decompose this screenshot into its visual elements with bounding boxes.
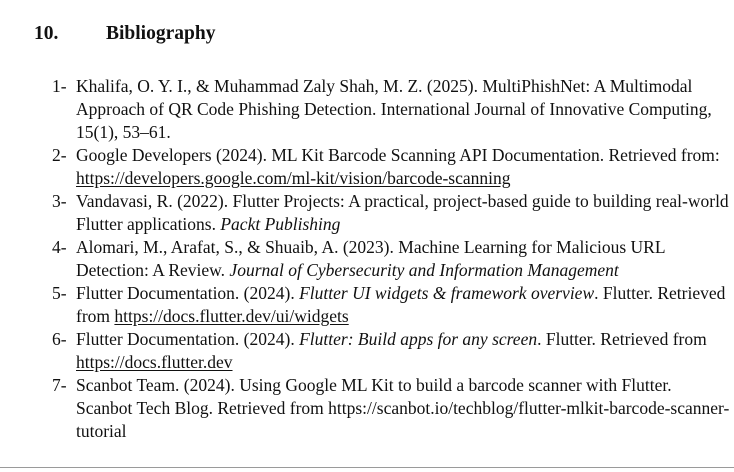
reference-number: 1-	[52, 76, 67, 96]
reference-number: 5-	[52, 283, 67, 303]
reference-italic-text: Flutter: Build apps for any screen	[299, 329, 538, 349]
reference-list	[0, 75, 734, 443]
reference-number: 4-	[52, 237, 67, 257]
reference-text: . Flutter. Retrieved from	[76, 283, 726, 326]
reference-italic-text: Packt Publishing	[220, 214, 341, 234]
reference-text: . Flutter. Retrieved from	[537, 329, 707, 349]
reference-text: Google Developers (2024). ML Kit Barcode Scanning API Documentation. Retrieved from:	[76, 145, 720, 165]
reference-italic-text: Flutter UI widgets & framework overview	[299, 283, 595, 303]
reference-item	[0, 236, 734, 282]
reference-text: Flutter Documentation. (2024).	[76, 329, 300, 349]
reference-item	[0, 282, 734, 328]
reference-text: Vandavasi, R. (2022). Flutter Projects: A practical, project-based guide to building real-world Flutter applications.	[76, 191, 729, 234]
reference-number: 2-	[52, 145, 67, 165]
reference-link[interactable]: https://developers.google.com/ml-kit/vision/barcode-scanning	[76, 168, 511, 188]
reference-item	[0, 328, 734, 374]
reference-text: Scanbot Team. (2024). Using Google ML Kit to build a barcode scanner with Flutter. Scanbot Tech Blog. Retrieved from https://scanbot.io/techblog/flutter-mlkit-barcode-scanner-tutorial	[76, 375, 730, 441]
section-heading	[34, 22, 215, 46]
reference-item	[0, 144, 734, 190]
reference-text: Alomari, M., Arafat, S., & Shuaib, A. (2023). Machine Learning for Malicious URL Detection: A Review.	[76, 237, 665, 280]
page-divider	[0, 467, 734, 468]
reference-item	[0, 190, 734, 236]
section-title: Bibliography	[106, 23, 216, 44]
section-number: 10.	[34, 23, 59, 44]
reference-number: 3-	[52, 191, 67, 211]
reference-link[interactable]: https://docs.flutter.dev/ui/widgets	[114, 306, 349, 326]
reference-text: Khalifa, O. Y. I., & Muhammad Zaly Shah, M. Z. (2025). MultiPhishNet: A Multimodal Approach of QR Code Phishing Detection. International Journal of Innovative Computing, 15(1), 53–61.	[76, 76, 712, 142]
reference-link[interactable]: https://docs.flutter.dev	[76, 352, 233, 372]
reference-number: 6-	[52, 329, 67, 349]
reference-item	[0, 374, 734, 443]
reference-text: Flutter Documentation. (2024).	[76, 283, 300, 303]
reference-number: 7-	[52, 375, 67, 395]
reference-item	[0, 75, 734, 144]
reference-italic-text: Journal of Cybersecurity and Information Management	[229, 260, 619, 280]
